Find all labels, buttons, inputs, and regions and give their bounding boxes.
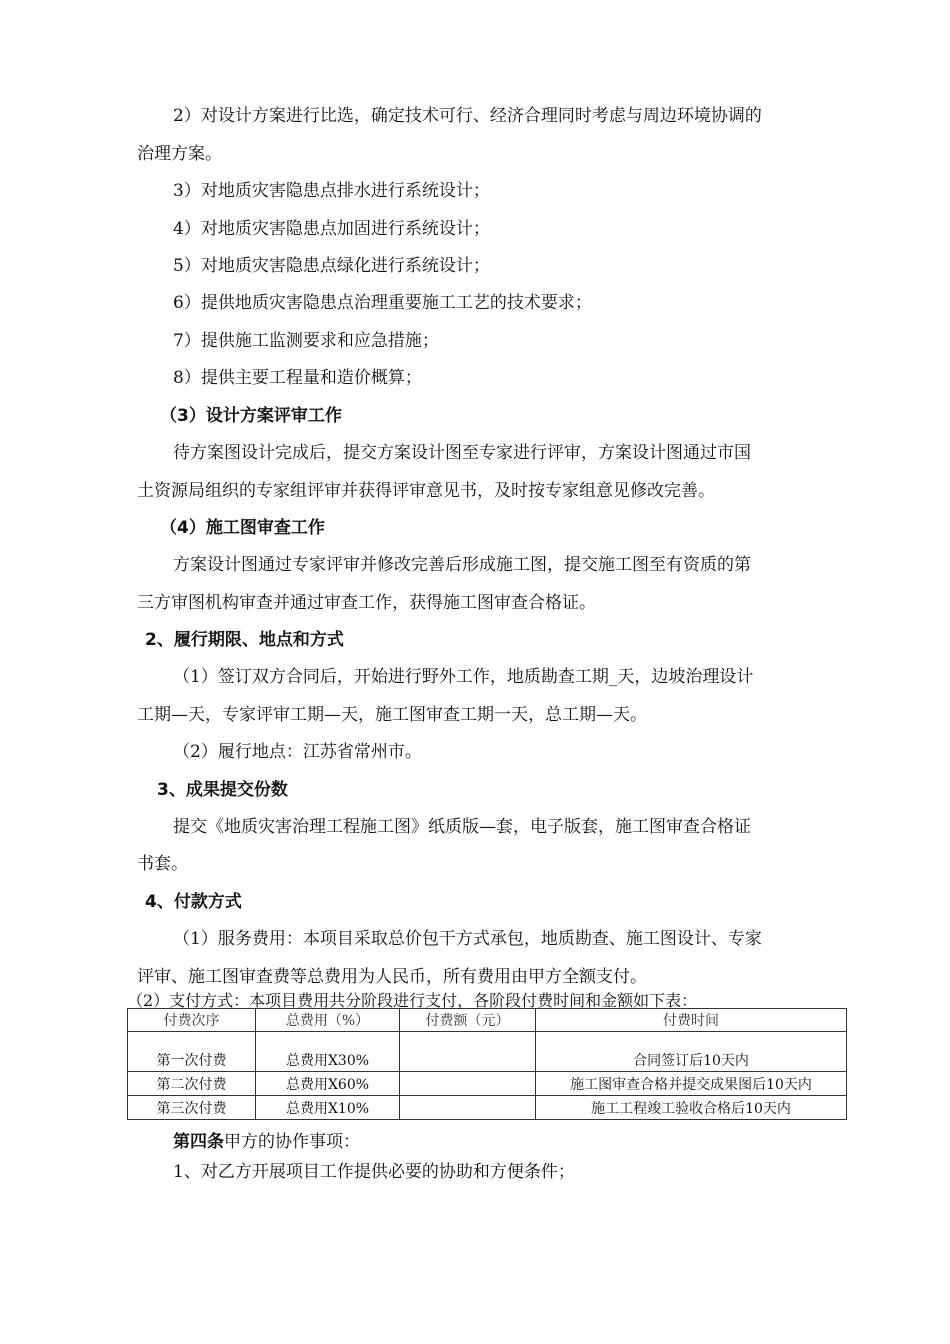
table-cell: 总费用X30% <box>256 1032 400 1072</box>
paragraph-line: （1）签订双方合同后，开始进行野外工作，地质勘查工期_天，边坡治理设计 <box>173 667 754 687</box>
table-cell: 合同签订后10天内 <box>536 1032 847 1072</box>
section-heading: （4）施工图审查工作 <box>160 518 325 538</box>
paragraph-line: 三方审图机构审查并通过审查工作，获得施工图审查合格证。 <box>137 593 596 613</box>
article-title: 甲方的协作事项： <box>224 1132 360 1152</box>
table-header-cell: 付费时间 <box>536 1009 847 1032</box>
paragraph-line: 待方案图设计完成后，提交方案设计图至专家进行评审，方案设计图通过市国 <box>173 443 751 463</box>
table-header-cell: 付费额（元） <box>400 1009 536 1032</box>
paragraph-line: （2）履行地点：江苏省常州市。 <box>173 742 422 762</box>
list-item: 2）对设计方案进行比选，确定技术可行、经济合理同时考虑与周边环境协调的 <box>173 106 762 126</box>
paragraph-line: （1）服务费用：本项目采取总价包干方式承包，地质勘查、施工图设计、专家 <box>173 929 762 949</box>
section-heading: 4、付款方式 <box>145 892 242 912</box>
paragraph-line: 书套。 <box>137 854 188 874</box>
list-item: 7）提供施工监测要求和应急措施； <box>173 331 439 351</box>
paragraph-line: 评审、施工图审查费等总费用为人民币，所有费用由甲方全额支付。 <box>137 967 647 987</box>
table-cell <box>400 1032 536 1072</box>
article-number: 第四条 <box>173 1132 224 1152</box>
table-header-cell: 付费次序 <box>128 1009 256 1032</box>
section-heading: 2、履行期限、地点和方式 <box>145 630 344 650</box>
paragraph-line: 提交《地质灾害治理工程施工图》纸质版—套，电子版套，施工图审查合格证 <box>173 817 751 837</box>
table-cell <box>400 1072 536 1096</box>
table-row <box>128 1032 847 1072</box>
list-item: 4）对地质灾害隐患点加固进行系统设计； <box>173 219 490 239</box>
table-header-cell: 总费用（%） <box>256 1009 400 1032</box>
table-cell: 第一次付费 <box>128 1032 256 1072</box>
list-item: 3）对地质灾害隐患点排水进行系统设计； <box>173 181 490 201</box>
section-heading: （3）设计方案评审工作 <box>160 406 342 426</box>
payment-table <box>127 1008 847 1120</box>
table-row <box>128 1072 847 1096</box>
section-heading: 3、成果提交份数 <box>157 780 288 800</box>
paragraph-line: 土资源局组织的专家组评审并获得评审意见书，及时按专家组意见修改完善。 <box>137 481 715 501</box>
table-cell <box>400 1096 536 1120</box>
table-row <box>128 1096 847 1120</box>
list-item: 6）提供地质灾害隐患点治理重要施工工艺的技术要求； <box>173 293 592 313</box>
paragraph-line: 方案设计图通过专家评审并修改完善后形成施工图，提交施工图至有资质的第 <box>173 555 751 575</box>
table-cell: 第二次付费 <box>128 1072 256 1096</box>
paragraph-line: 工期—天，专家评审工期—天，施工图审查工期一天，总工期—天。 <box>137 705 647 725</box>
paragraph-line: 治理方案。 <box>137 144 222 164</box>
table-header-row <box>128 1009 847 1032</box>
article-heading <box>173 1131 360 1153</box>
table-cell: 施工工程竣工验收合格后10天内 <box>536 1096 847 1120</box>
list-item: 8）提供主要工程量和造价概算； <box>173 368 422 388</box>
table-cell: 第三次付费 <box>128 1096 256 1120</box>
table-cell: 施工图审查合格并提交成果图后10天内 <box>536 1072 847 1096</box>
list-item: 5）对地质灾害隐患点绿化进行系统设计； <box>173 256 490 276</box>
list-item: 1、对乙方开展项目工作提供必要的协助和方便条件； <box>173 1162 575 1182</box>
table-cell: 总费用X60% <box>256 1072 400 1096</box>
table-cell: 总费用X10% <box>256 1096 400 1120</box>
paragraph-line: （2）支付方式：本项目费用共分阶段进行支付，各阶段付费时间和金额如下表： <box>127 991 698 1010</box>
